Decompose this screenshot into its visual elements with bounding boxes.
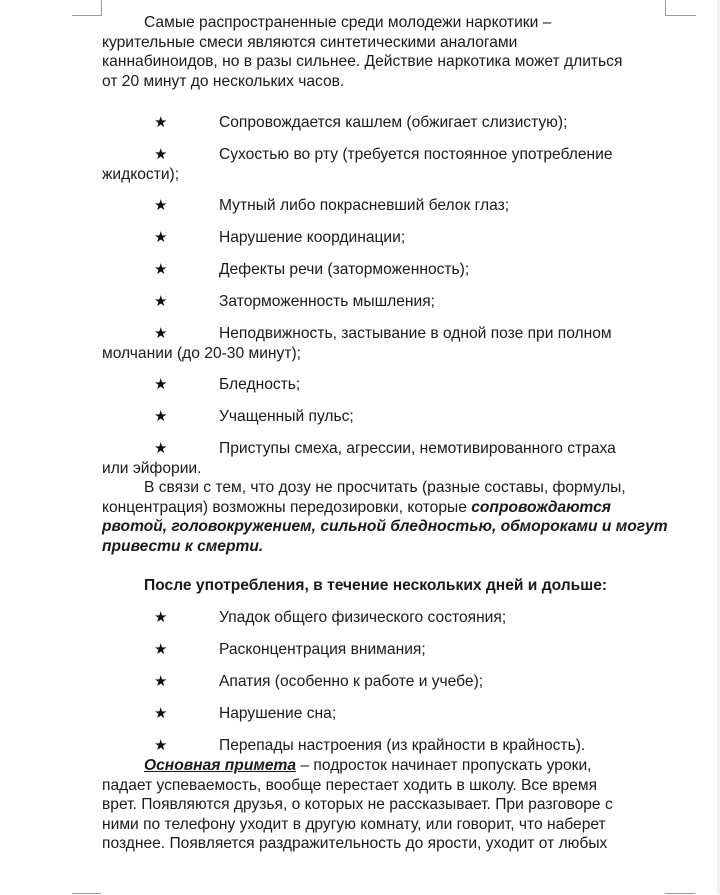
star-bullet-icon: ★ <box>154 673 168 690</box>
after-use-heading: После употребления, в течение нескольких дней и дольше: <box>144 577 608 594</box>
star-bullet-icon: ★ <box>154 609 168 626</box>
symptom-list-item <box>102 407 354 427</box>
star-bullet-icon: ★ <box>154 197 168 214</box>
symptom-list-item <box>102 196 509 216</box>
after-use-list-item <box>102 608 506 628</box>
star-bullet-icon: ★ <box>154 114 168 131</box>
star-bullet-icon: ★ <box>154 376 168 393</box>
intro-line: Самые распространенные среди молодежи наркотики – <box>144 14 552 31</box>
symptom-text-continued: жидкости); <box>102 165 180 183</box>
symptom-list-item <box>102 324 612 363</box>
star-bullet-icon: ★ <box>154 146 168 163</box>
star-bullet-icon: ★ <box>154 261 168 278</box>
symptom-text: Приступы смеха, агрессии, немотивированного страха <box>219 440 616 457</box>
symptom-text: Сухостью во рту (требуется постоянное употребление <box>219 146 613 163</box>
overdose-emphasis: сопровождаются <box>471 498 611 516</box>
overdose-text: концентрация) возможны передозировки, которые <box>102 498 472 516</box>
intro-paragraph <box>102 13 622 91</box>
symptom-text: Заторможенность мышления; <box>219 293 435 310</box>
symptom-text: Нарушение координации; <box>219 229 406 246</box>
symptom-text: Неподвижность, застывание в одной позе при полном <box>219 325 612 342</box>
star-bullet-icon: ★ <box>154 325 168 342</box>
overdose-line <box>102 498 668 518</box>
main-sign-line: ними по телефону уходит в другую комнату, или говорит, что наберет <box>102 815 606 833</box>
crop-mark-top-right <box>665 0 696 16</box>
symptom-text: Бледность; <box>219 376 301 393</box>
intro-line: каннабиноидов, но в разы сильнее. Действие наркотика может длиться <box>102 53 623 70</box>
main-sign-label: Основная примета <box>144 757 297 774</box>
after-use-list-item <box>102 640 426 660</box>
main-sign-paragraph <box>102 756 613 854</box>
main-sign-line: позднее. Появляется раздражительность до ярости, уходит от любых <box>102 835 608 852</box>
after-use-text: Упадок общего физического состояния; <box>219 609 507 626</box>
star-bullet-icon: ★ <box>154 229 168 246</box>
main-sign-line <box>102 756 613 776</box>
overdose-line: В связи с тем, что дозу не просчитать (разные составы, формулы, <box>144 479 626 496</box>
after-use-list-item <box>102 736 585 756</box>
symptom-text: Сопровождается кашлем (обжигает слизистую); <box>219 114 568 131</box>
symptom-text: Учащенный пульс; <box>219 408 354 425</box>
after-use-list-item <box>102 704 336 724</box>
intro-line: курительные смеси являются синтетическими аналогами <box>102 33 518 51</box>
symptom-list-item <box>102 228 405 248</box>
main-sign-line: падает успеваемость, вообще перестает ходить в школу. Все время <box>102 776 598 794</box>
symptom-list-item <box>102 260 469 280</box>
after-use-text: Перепады настроения (из крайности в крайность). <box>219 737 586 754</box>
crop-mark-top-left <box>72 0 102 16</box>
symptom-list-item <box>102 375 300 395</box>
overdose-paragraph <box>102 478 668 556</box>
after-use-text: Нарушение сна; <box>219 705 337 722</box>
star-bullet-icon: ★ <box>154 440 168 457</box>
star-bullet-icon: ★ <box>154 737 168 754</box>
star-bullet-icon: ★ <box>154 293 168 310</box>
main-sign-text: – подросток начинает пропускать уроки, <box>296 757 592 774</box>
star-bullet-icon: ★ <box>154 408 168 425</box>
overdose-emphasis: рвотой, головокружением, сильной бледностью, обмороками и могут <box>102 518 668 535</box>
main-sign-line: врет. Появляются друзья, о которых не рассказывает. При разговоре с <box>102 796 613 813</box>
symptom-text: Мутный либо покрасневший белок глаз; <box>219 197 510 214</box>
after-use-list-item <box>102 672 483 692</box>
symptom-text-continued: или эйфории. <box>102 459 202 477</box>
symptom-text-continued: молчании (до 20-30 минут); <box>102 344 301 362</box>
symptom-list-item <box>102 145 613 184</box>
after-use-text: Расконцентрация внимания; <box>219 641 426 658</box>
star-bullet-icon: ★ <box>154 641 168 658</box>
after-use-text: Апатия (особенно к работе и учебе); <box>219 673 484 690</box>
star-bullet-icon: ★ <box>154 705 168 722</box>
symptom-list-item <box>102 292 435 312</box>
symptom-list-item <box>102 439 616 478</box>
symptom-text: Дефекты речи (заторможенность); <box>219 261 470 278</box>
overdose-emphasis: привести к смерти. <box>102 537 264 555</box>
symptom-list-item <box>102 113 567 133</box>
intro-line: от 20 минут до нескольких часов. <box>102 72 345 90</box>
